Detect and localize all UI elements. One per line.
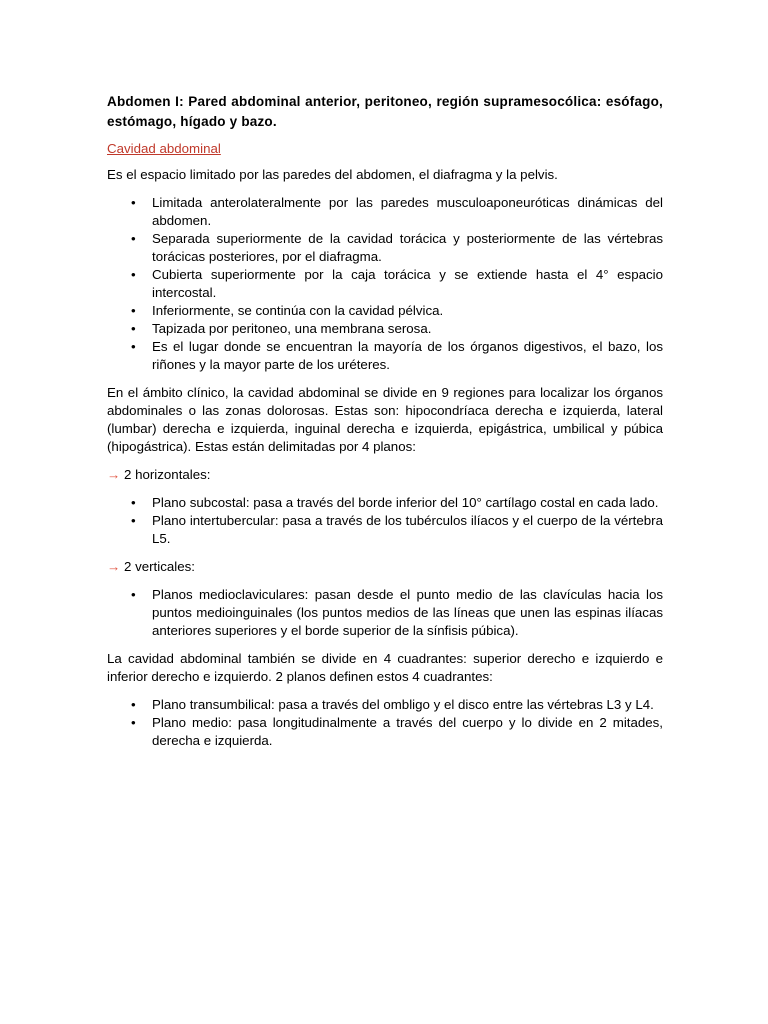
bullet-list-vertical: [107, 586, 663, 640]
arrow-right-icon: →: [107, 559, 121, 574]
list-item: • Inferiormente, se continúa con la cavidad pélvica.: [131, 303, 444, 318]
arrow-right-icon: →: [107, 467, 121, 482]
horizontal-planes-label: → 2 horizontales:: [107, 467, 211, 482]
bullet-icon: •: [131, 231, 136, 246]
section-heading: Cavidad abdominal: [107, 141, 221, 156]
regions-paragraph: En el ámbito clínico, la cavidad abdominal se divide en 9 regiones para localizar los órganos abdominales o las zonas dolorosas. Estas son: hipocondríaca derecha e izquierda, lateral (lumbar) derecha e izquierda, inguinal derecha e izquierda, epigástrica, umbilical y púbica (hipogástrica). Estas están delimitadas por 4 planos:: [107, 385, 663, 454]
list-item: • Planos medioclaviculares: pasan desde el punto medio de las clavículas hacia los puntos medioinguinales (los puntos medios de las líneas que unen las espinas ilíacas anteriores superiores y el borde superior de la sínfisis púbica).: [131, 587, 663, 638]
document-page: [107, 92, 663, 760]
list-item: • Plano subcostal: pasa a través del borde inferior del 10° cartílago costal en cada lado.: [131, 495, 659, 510]
bullet-icon: •: [131, 587, 136, 602]
bullet-icon: •: [131, 697, 136, 712]
list-item: • Plano intertubercular: pasa a través de los tubérculos ilíacos y el cuerpo de la vértebra L5.: [131, 513, 663, 546]
bullet-icon: •: [131, 715, 136, 730]
bullet-icon: •: [131, 339, 136, 354]
bullet-icon: •: [131, 267, 136, 282]
list-item: • Limitada anterolateralmente por las paredes musculoaponeuróticas dinámicas del abdomen.: [131, 195, 663, 228]
bullet-icon: •: [131, 321, 136, 336]
bullet-icon: •: [131, 303, 136, 318]
vertical-planes-label: → 2 verticales:: [107, 559, 195, 574]
list-item: • Plano medio: pasa longitudinalmente a través del cuerpo y lo divide en 2 mitades, derecha e izquierda.: [131, 715, 663, 748]
intro-paragraph: Es el espacio limitado por las paredes del abdomen, el diafragma y la pelvis.: [107, 167, 558, 182]
list-item: • Cubierta superiormente por la caja torácica y se extiende hasta el 4° espacio intercostal.: [131, 267, 663, 300]
list-item: • Separada superiormente de la cavidad torácica y posteriormente de las vértebras torácicas posteriores, por el diafragma.: [131, 231, 663, 264]
bullet-list-cavity: [107, 194, 663, 374]
bullet-icon: •: [131, 513, 136, 528]
list-item: • Plano transumbilical: pasa a través del ombligo y el disco entre las vértebras L3 y L4.: [131, 697, 654, 712]
document-title: Abdomen I: Pared abdominal anterior, peritoneo, región supramesocólica: esófago, estómago, hígado y bazo.: [107, 94, 663, 129]
list-item: • Tapizada por peritoneo, una membrana serosa.: [131, 321, 432, 336]
quadrants-paragraph: La cavidad abdominal también se divide en 4 cuadrantes: superior derecho e izquierdo e inferior derecho e izquierdo. 2 planos definen estos 4 cuadrantes:: [107, 651, 663, 684]
bullet-icon: •: [131, 495, 136, 510]
bullet-list-horizontal: [107, 494, 663, 548]
list-item: • Es el lugar donde se encuentran la mayoría de los órganos digestivos, el bazo, los riñones y la mayor parte de los uréteres.: [131, 339, 663, 372]
bullet-list-quadrants: [107, 696, 663, 750]
bullet-icon: •: [131, 195, 136, 210]
